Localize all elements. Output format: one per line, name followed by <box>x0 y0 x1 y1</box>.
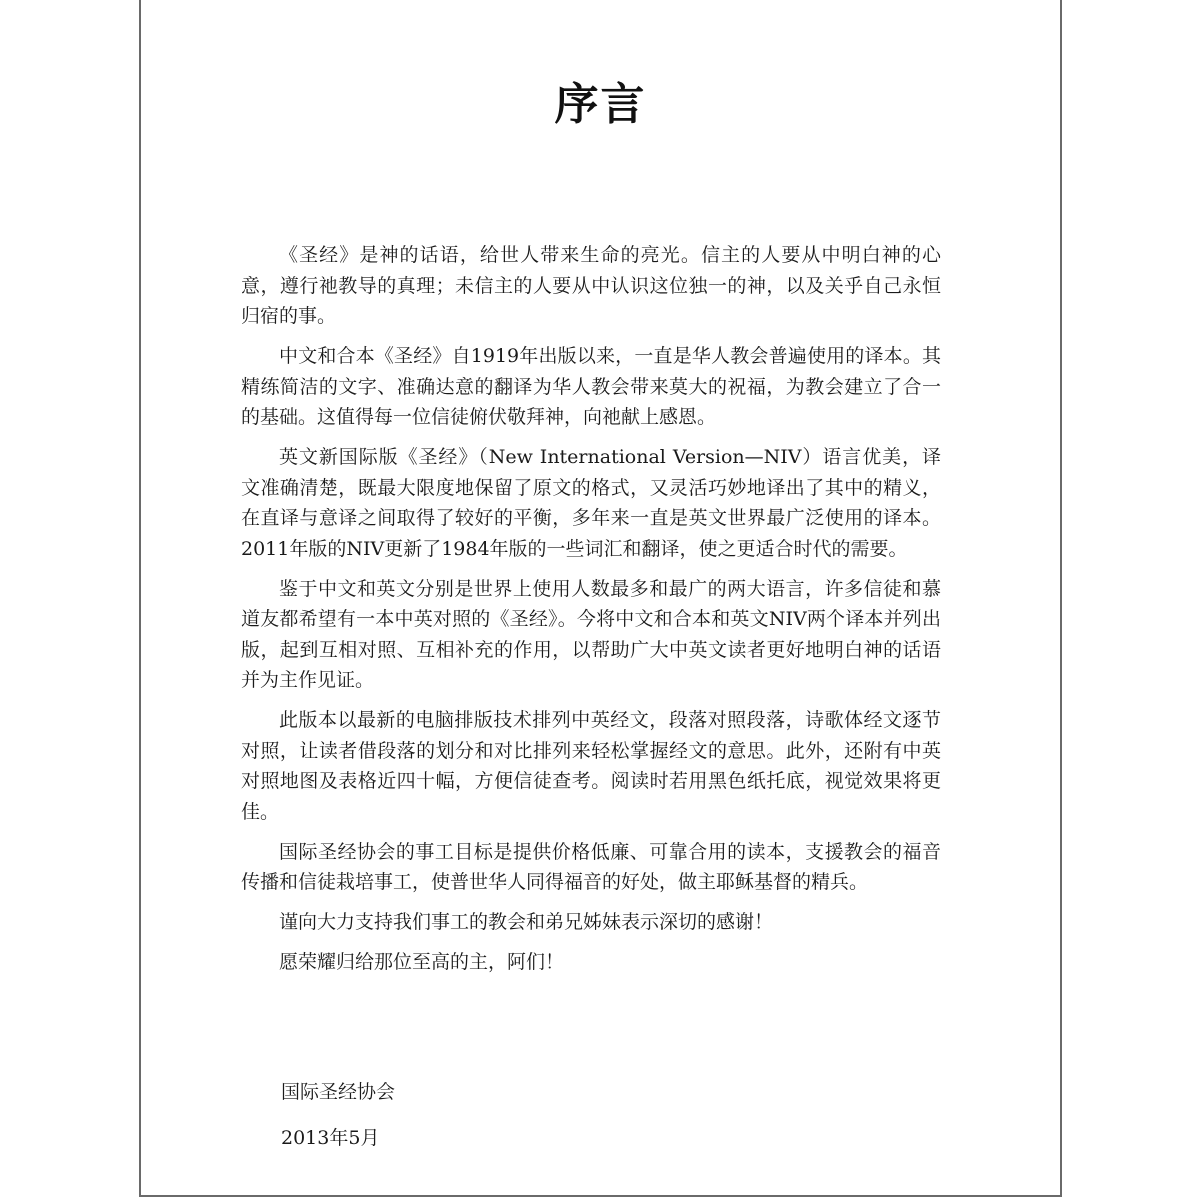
paragraph-1: 《圣经》是神的话语，给世人带来生命的亮光。信主的人要从中明白神的心意，遵行祂教导的真理；未信主的人要从中认识这位独一的神，以及关乎自己永恒归宿的事。 <box>241 244 941 327</box>
paragraph-6: 国际圣经协会的事工目标是提供价格低廉、可靠合用的读本，支援教会的福音传播和信徒栽培事工，使普世华人同得福音的好处，做主耶稣基督的精兵。 <box>241 840 941 893</box>
signature-date: 2013年5月 <box>281 1127 380 1149</box>
paragraph-7: 谨向大力支持我们事工的教会和弟兄姊妹表示深切的感谢！ <box>279 911 774 933</box>
page-title: 序言 <box>554 79 647 130</box>
paragraph-2: 中文和合本《圣经》自1919年出版以来，一直是华人教会普遍使用的译本。其精练简洁的文字、准确达意的翻译为华人教会带来莫大的祝福，为教会建立了合一的基础。这值得每一位信徒俯伏敬拜神，向祂献上感恩。 <box>241 345 941 428</box>
document-page <box>139 0 1062 1197</box>
preface-body <box>241 240 941 987</box>
paragraph-4: 鉴于中文和英文分别是世界上使用人数最多和最广的两大语言，许多信徒和慕道友都希望有一本中英对照的《圣经》。今将中文和合本和英文NIV两个译本并列出版，起到互相对照、互相补充的作用，以帮助广大中英文读者更好地明白神的话语并为主作见证。 <box>241 577 941 691</box>
paragraph-8: 愿荣耀归给那位至高的主，阿们！ <box>279 951 565 973</box>
paragraph-3: 英文新国际版《圣经》（New International Version—NIV）语言优美，译文准确清楚，既最大限度地保留了原文的格式，又灵活巧妙地译出了其中的精义，在直译与意译之间取得了较好的平衡，多年来一直是英文世界最广泛使用的译本。2011年版的NIV更新了1984年版的一些词汇和翻译，使之更适合时代的需要。 <box>241 446 941 560</box>
signature-organization: 国际圣经协会 <box>281 1081 396 1103</box>
paragraph-5: 此版本以最新的电脑排版技术排列中英经文，段落对照段落，诗歌体经文逐节对照，让读者借段落的划分和对比排列来轻松掌握经文的意思。此外，还附有中英对照地图及表格近四十幅，方便信徒查考。阅读时若用黑色纸托底，视觉效果将更佳。 <box>241 709 941 823</box>
